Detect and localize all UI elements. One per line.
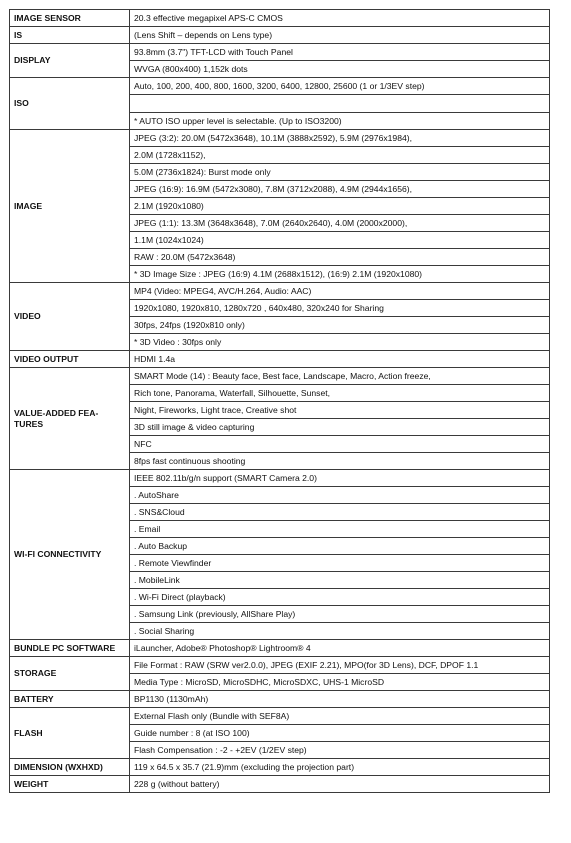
spec-row-is (10, 27, 550, 44)
spec-table (9, 9, 550, 793)
spec-value: 228 g (without battery) (130, 776, 550, 793)
spec-value: Media Type : MicroSD, MicroSDHC, MicroSDXC, UHS-1 MicroSD (130, 674, 550, 691)
spec-value: . MobileLink (130, 572, 550, 589)
spec-value: 119 x 64.5 x 35.7 (21.9)mm (excluding the projection part) (130, 759, 550, 776)
spec-label: DISPLAY (10, 44, 130, 78)
spec-value: . Auto Backup (130, 538, 550, 555)
spec-value: IEEE 802.11b/g/n support (SMART Camera 2.0) (130, 470, 550, 487)
spec-value: . Wi-Fi Direct (playback) (130, 589, 550, 606)
spec-value: . AutoShare (130, 487, 550, 504)
spec-row-battery (10, 691, 550, 708)
spec-value: HDMI 1.4a (130, 351, 550, 368)
spec-table-body (10, 10, 550, 793)
spec-value: Rich tone, Panorama, Waterfall, Silhouette, Sunset, (130, 385, 550, 402)
spec-value: MP4 (Video: MPEG4, AVC/H.264, Audio: AAC) (130, 283, 550, 300)
spec-value: WVGA (800x400) 1,152k dots (130, 61, 550, 78)
spec-label: DIMENSION (WXHXD) (10, 759, 130, 776)
spec-row-weight (10, 776, 550, 793)
spec-value: JPEG (1:1): 13.3M (3648x3648), 7.0M (2640x2640), 4.0M (2000x2000), (130, 215, 550, 232)
spec-label: IS (10, 27, 130, 44)
spec-label: ISO (10, 78, 130, 130)
spec-label: VALUE-ADDED FEA-TURES (10, 368, 130, 470)
spec-value: NFC (130, 436, 550, 453)
spec-value: Auto, 100, 200, 400, 800, 1600, 3200, 6400, 12800, 25600 (1 or 1/3EV step) (130, 78, 550, 95)
spec-label: WEIGHT (10, 776, 130, 793)
spec-label: IMAGE (10, 130, 130, 283)
spec-row-image (10, 130, 550, 147)
spec-label: BATTERY (10, 691, 130, 708)
spec-value: (Lens Shift – depends on Lens type) (130, 27, 550, 44)
spec-value: SMART Mode (14) : Beauty face, Best face, Landscape, Macro, Action freeze, (130, 368, 550, 385)
spec-value: . Samsung Link (previously, AllShare Play) (130, 606, 550, 623)
spec-row-value-added-fea-tures (10, 368, 550, 385)
spec-row-wi-fi-connectivity (10, 470, 550, 487)
spec-label: FLASH (10, 708, 130, 759)
spec-value: iLauncher, Adobe® Photoshop® Lightroom® 4 (130, 640, 550, 657)
spec-value: JPEG (3:2): 20.0M (5472x3648), 10.1M (3888x2592), 5.9M (2976x1984), (130, 130, 550, 147)
spec-value: JPEG (16:9): 16.9M (5472x3080), 7.8M (3712x2088), 4.9M (2944x1656), (130, 181, 550, 198)
spec-label: IMAGE SENSOR (10, 10, 130, 27)
spec-row-storage (10, 657, 550, 674)
spec-value: 93.8mm (3.7") TFT-LCD with Touch Panel (130, 44, 550, 61)
spec-value: BP1130 (1130mAh) (130, 691, 550, 708)
spec-value: File Format : RAW (SRW ver2.0.0), JPEG (EXIF 2.21), MPO(for 3D Lens), DCF, DPOF 1.1 (130, 657, 550, 674)
spec-value: Night, Fireworks, Light trace, Creative shot (130, 402, 550, 419)
spec-row-dimension-wxhxd (10, 759, 550, 776)
spec-value: . Email (130, 521, 550, 538)
spec-row-flash (10, 708, 550, 725)
spec-value: . SNS&Cloud (130, 504, 550, 521)
spec-value: Flash Compensation : -2 - +2EV (1/2EV step) (130, 742, 550, 759)
spec-value: RAW : 20.0M (5472x3648) (130, 249, 550, 266)
spec-value: 1920x1080, 1920x810, 1280x720 , 640x480, 320x240 for Sharing (130, 300, 550, 317)
spec-row-display (10, 44, 550, 61)
spec-label: STORAGE (10, 657, 130, 691)
spec-value: . Remote Viewfinder (130, 555, 550, 572)
spec-value: * 3D Image Size : JPEG (16:9) 4.1M (2688x1512), (16:9) 2.1M (1920x1080) (130, 266, 550, 283)
spec-value: External Flash only (Bundle with SEF8A) (130, 708, 550, 725)
spec-value: 30fps, 24fps (1920x810 only) (130, 317, 550, 334)
spec-label: VIDEO (10, 283, 130, 351)
spec-label: WI-FI CONNECTIVITY (10, 470, 130, 640)
spec-value: 3D still image & video capturing (130, 419, 550, 436)
spec-value: 20.3 effective megapixel APS-C CMOS (130, 10, 550, 27)
spec-row-image-sensor (10, 10, 550, 27)
spec-value: Guide number : 8 (at ISO 100) (130, 725, 550, 742)
spec-value: 2.0M (1728x1152), (130, 147, 550, 164)
spec-value: * 3D Video : 30fps only (130, 334, 550, 351)
spec-value: 8fps fast continuous shooting (130, 453, 550, 470)
spec-label: BUNDLE PC SOFTWARE (10, 640, 130, 657)
spec-value: 5.0M (2736x1824): Burst mode only (130, 164, 550, 181)
spec-row-bundle-pc-software (10, 640, 550, 657)
spec-value: 2.1M (1920x1080) (130, 198, 550, 215)
spec-value: . Social Sharing (130, 623, 550, 640)
spec-value: * AUTO ISO upper level is selectable. (Up to ISO3200) (130, 113, 550, 130)
spec-row-video-output (10, 351, 550, 368)
spec-value: 1.1M (1024x1024) (130, 232, 550, 249)
spec-row-iso (10, 78, 550, 95)
spec-label: VIDEO OUTPUT (10, 351, 130, 368)
spec-value (130, 95, 550, 113)
spec-row-video (10, 283, 550, 300)
